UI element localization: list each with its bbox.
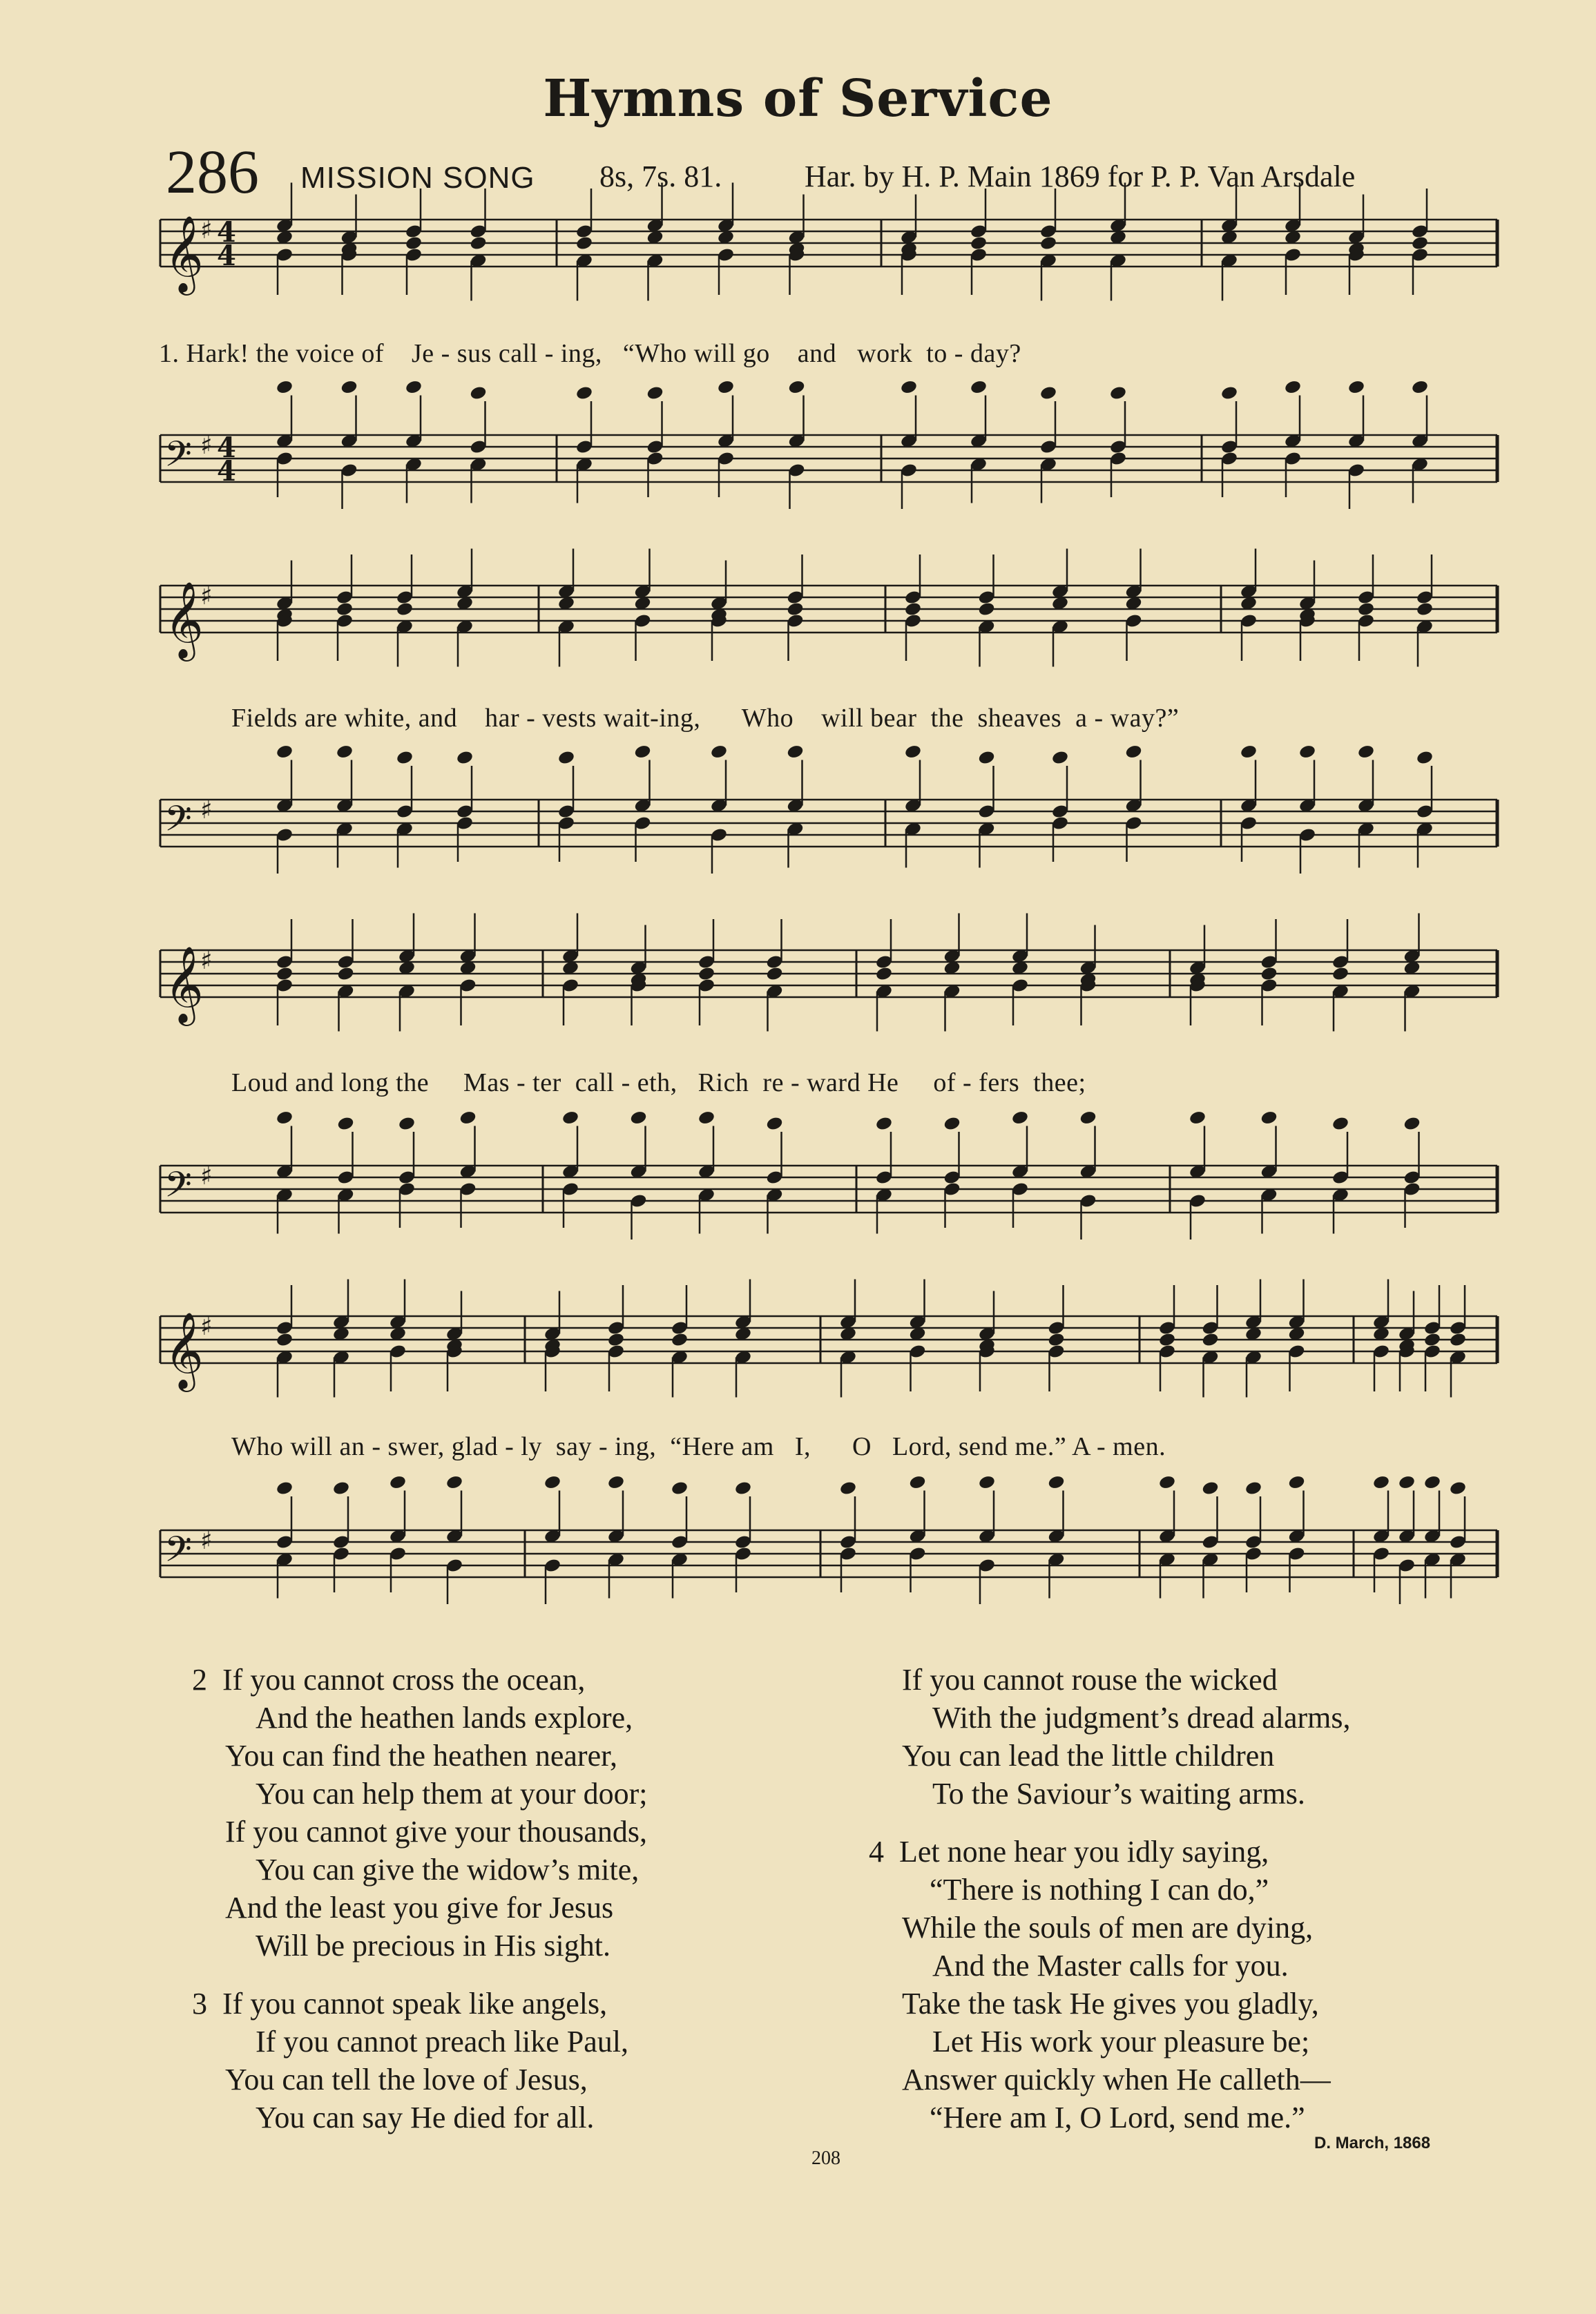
note-head — [544, 1474, 561, 1490]
note-head — [633, 744, 651, 760]
note-head — [405, 379, 423, 395]
note-head — [1347, 379, 1365, 395]
note-head — [1331, 966, 1349, 982]
note-head — [1372, 1474, 1390, 1490]
note-head — [710, 744, 728, 760]
verse-4 — [869, 1833, 1331, 2137]
note-head — [607, 1474, 625, 1490]
note-head — [1298, 744, 1316, 760]
note-head — [389, 1474, 407, 1490]
hymn-number: 286 — [166, 138, 259, 206]
note-head — [1244, 1481, 1262, 1496]
meter: 8s, 7s. 81. — [599, 160, 722, 193]
note-head — [1189, 1110, 1206, 1126]
verse-number: 4 — [869, 1835, 884, 1869]
note-head — [671, 1481, 689, 1496]
note-head — [336, 966, 354, 982]
note-head — [1357, 601, 1375, 617]
note-head — [445, 1474, 463, 1490]
bass-clef-icon: 𝄢 — [164, 798, 192, 848]
note-head — [1331, 1116, 1349, 1132]
lyric-line-3: Loud and long the Mas - ter call - eth, Rich re - ward He of - fers thee; — [231, 1068, 1086, 1097]
sharp-icon: ♯ — [200, 947, 213, 975]
note-head — [276, 1110, 294, 1126]
bass-clef-icon: 𝄢 — [164, 1164, 192, 1214]
treble-clef-icon: 𝄞 — [164, 1311, 204, 1389]
note-head — [1449, 1481, 1467, 1496]
verse-line: “Here am I, O Lord, send me.” — [930, 2101, 1305, 2134]
verse-line: You can lead the little children — [902, 1739, 1275, 1773]
verse-line: And the heathen lands explore, — [256, 1701, 633, 1735]
note-head — [276, 1481, 294, 1496]
note-head — [904, 601, 922, 617]
note-head — [336, 1116, 354, 1132]
note-head — [332, 1481, 350, 1496]
note-head — [1047, 1332, 1065, 1348]
note-head — [734, 1481, 752, 1496]
sharp-icon: ♯ — [200, 796, 213, 825]
note-head — [904, 744, 922, 760]
note-head — [786, 744, 804, 760]
note-head — [977, 601, 995, 617]
verse-number: 2 — [192, 1663, 207, 1697]
note-head — [276, 379, 294, 395]
note-head — [276, 1332, 294, 1348]
note-head — [1398, 1474, 1416, 1490]
verse-3 — [192, 1985, 628, 2137]
note-head — [875, 966, 893, 982]
verse-line: If you cannot rouse the wicked — [902, 1663, 1278, 1697]
author-attribution: D. March, 1868 — [1314, 2134, 1431, 2152]
note-head — [787, 379, 805, 395]
note-head — [469, 385, 487, 401]
note-head — [557, 750, 575, 766]
note-head — [698, 966, 715, 982]
note-head — [276, 744, 294, 760]
note-head — [1047, 1474, 1065, 1490]
verse-line: Will be precious in His sight. — [256, 1929, 610, 1963]
verse-3-continued — [869, 1661, 1351, 1813]
section-title: Hymns of Service — [543, 69, 1053, 128]
verse-2 — [192, 1661, 647, 1965]
verse-line: And the least you give for Jesus — [225, 1891, 614, 1925]
note-head — [405, 235, 423, 251]
verse-line: Take the task He gives you gladly, — [902, 1987, 1319, 2021]
lyric-line-2: Fields are white, and har - vests wait-ing, Who will bear the sheaves a - way?” — [231, 704, 1180, 733]
note-head — [970, 379, 988, 395]
verse-line: If you cannot give your thousands, — [225, 1815, 647, 1849]
verse-line: If you cannot preach like Paul, — [256, 2025, 629, 2059]
sharp-icon: ♯ — [200, 1162, 213, 1190]
bass-clef-icon: 𝄢 — [164, 1528, 192, 1579]
verse-line: You can find the heathen nearer, — [225, 1739, 618, 1773]
note-head — [276, 966, 294, 982]
note-head — [561, 1110, 579, 1126]
note-head — [1423, 1332, 1441, 1348]
verse-line: “There is nothing I can do,” — [930, 1873, 1269, 1907]
note-head — [1201, 1332, 1219, 1348]
note-head — [1240, 744, 1258, 760]
verse-line: Let His work your pleasure be; — [932, 2025, 1310, 2059]
verse-line: You can tell the love of Jesus, — [225, 2063, 588, 2096]
note-head — [396, 750, 414, 766]
note-head — [336, 601, 354, 617]
lyric-line-1: 1. Hark! the voice of Je - sus call - ing, “Who will go and work to - day? — [159, 339, 1021, 368]
time-signature-denominator: 4 — [217, 455, 236, 488]
tune-name: MISSION SONG — [300, 161, 535, 195]
note-head — [396, 601, 414, 617]
note-head — [908, 1474, 926, 1490]
note-head — [336, 744, 354, 760]
note-head — [900, 379, 918, 395]
time-signature-numerator: 4 — [217, 216, 236, 249]
note-head — [978, 1474, 996, 1490]
note-head — [970, 235, 988, 251]
note-head — [607, 1332, 625, 1348]
sharp-icon: ♯ — [200, 582, 213, 610]
note-head — [1411, 379, 1429, 395]
note-head — [469, 235, 487, 251]
note-head — [1260, 1110, 1278, 1126]
verse-line: With the judgment’s dread alarms, — [932, 1701, 1351, 1735]
note-head — [1260, 966, 1278, 982]
lyric-line-4: Who will an - swer, glad - ly say - ing, “Here am I, O Lord, send me.” A - men. — [231, 1432, 1166, 1461]
note-head — [459, 1110, 477, 1126]
verse-line: You can say He died for all. — [256, 2101, 595, 2134]
note-head — [765, 1116, 783, 1132]
verse-line: Answer quickly when He calleth— — [902, 2063, 1331, 2096]
bass-clef-icon: 𝄢 — [164, 433, 192, 483]
note-head — [1287, 1474, 1305, 1490]
sharp-icon: ♯ — [200, 1527, 213, 1555]
note-head — [456, 750, 474, 766]
note-head — [1220, 385, 1238, 401]
treble-clef-icon: 𝄞 — [164, 215, 204, 292]
note-head — [765, 966, 783, 982]
note-head — [1423, 1474, 1441, 1490]
sharp-icon: ♯ — [200, 1313, 213, 1341]
treble-clef-icon: 𝄞 — [164, 581, 204, 658]
verse-line: If you cannot speak like angels, — [222, 1987, 608, 2021]
verse-number: 3 — [192, 1987, 207, 2021]
verse-line: To the Saviour’s waiting arms. — [932, 1777, 1305, 1811]
verse-line: You can help them at your door; — [256, 1777, 648, 1811]
note-head — [1416, 601, 1434, 617]
note-head — [1011, 1110, 1029, 1126]
note-head — [1124, 744, 1142, 760]
note-head — [943, 1116, 961, 1132]
note-head — [1284, 379, 1302, 395]
note-head — [1051, 750, 1069, 766]
note-head — [1039, 385, 1057, 401]
time-signature-numerator: 4 — [217, 432, 236, 464]
note-head — [1403, 1116, 1421, 1132]
verse-line: You can give the widow’s mite, — [256, 1853, 640, 1887]
note-head — [340, 379, 358, 395]
note-head — [398, 1116, 416, 1132]
note-head — [1357, 744, 1375, 760]
note-head — [1079, 1110, 1097, 1126]
sharp-icon: ♯ — [200, 432, 213, 460]
note-head — [1416, 750, 1434, 766]
note-head — [646, 385, 664, 401]
treble-clef-icon: 𝄞 — [164, 945, 204, 1023]
note-head — [1158, 1332, 1176, 1348]
note-head — [839, 1481, 857, 1496]
note-head — [671, 1332, 689, 1348]
note-head — [717, 379, 735, 395]
note-head — [786, 601, 804, 617]
note-head — [977, 750, 995, 766]
note-head — [698, 1110, 715, 1126]
note-head — [575, 235, 593, 251]
note-head — [1109, 385, 1127, 401]
note-head — [1201, 1481, 1219, 1496]
note-head — [1039, 235, 1057, 251]
time-signature-denominator: 4 — [217, 240, 236, 272]
verse-line: If you cannot cross the ocean, — [222, 1663, 586, 1697]
verse-line: While the souls of men are dying, — [902, 1911, 1314, 1945]
note-head — [629, 1110, 647, 1126]
verse-line: Let none hear you idly saying, — [899, 1835, 1269, 1869]
verse-line: And the Master calls for you. — [932, 1949, 1289, 1983]
sharp-icon: ♯ — [200, 216, 213, 244]
note-head — [1411, 235, 1429, 251]
page-number: 208 — [811, 2148, 840, 2169]
note-head — [875, 1116, 893, 1132]
composer-credit: Har. by H. P. Main 1869 for P. P. Van Arsdale — [805, 160, 1356, 193]
note-head — [1449, 1332, 1467, 1348]
note-head — [1158, 1474, 1176, 1490]
note-head — [575, 385, 593, 401]
